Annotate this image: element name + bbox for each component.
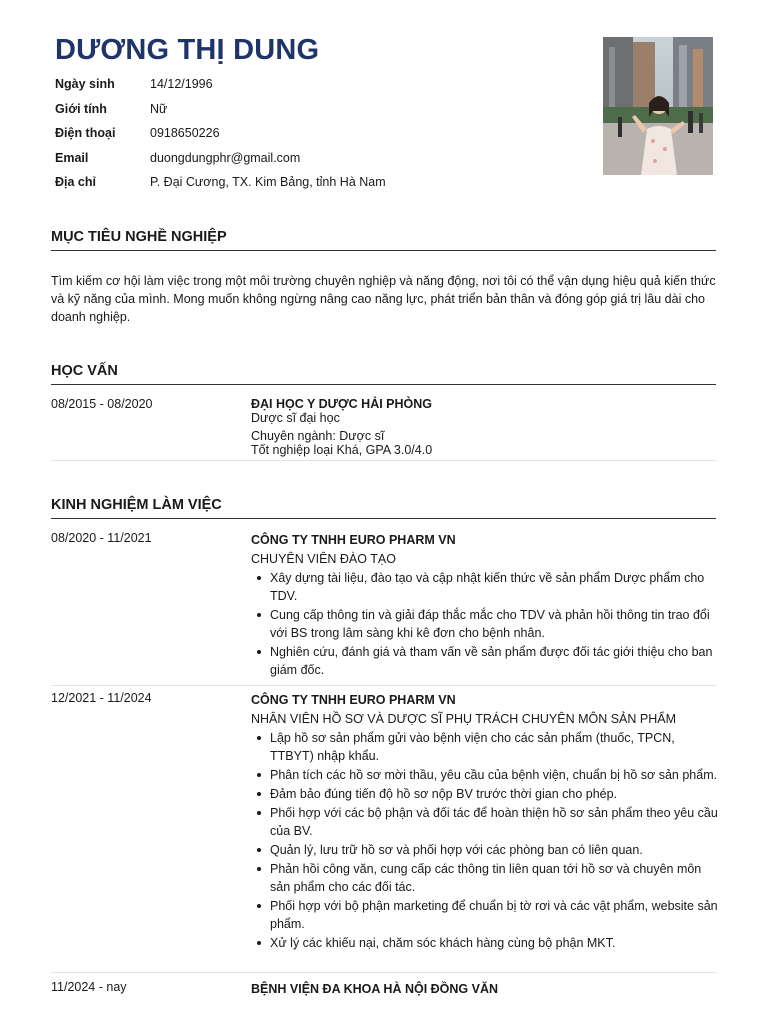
duty-list: [251, 729, 719, 952]
entry-date: 11/2024 - nay: [51, 980, 127, 994]
entry-body: [251, 531, 719, 680]
job-position: NHÂN VIÊN HỒ SƠ VÀ DƯỢC SĨ PHỤ TRÁCH CHUYÊN MÔN SẢN PHẨM: [251, 712, 676, 726]
company-name: CÔNG TY TNHH EURO PHARM VN: [251, 693, 456, 707]
entry-date: 12/2021 - 11/2024: [51, 691, 152, 705]
objective-text: Tìm kiếm cơ hội làm việc trong một môi trường chuyên nghiệp và năng động, nơi tôi có thể vận dụng hiệu quả kiến thức và kỹ năng của mình. Mong muốn không ngừng nâng cao năng lực, phát triển bản thân và đóng góp giá trị lâu dài cho doanh nghiệp.: [51, 274, 716, 324]
duty-list: [251, 569, 719, 679]
major: Chuyên ngành: Dược sĩ: [251, 429, 385, 443]
info-label: Ngày sinh: [55, 77, 115, 92]
list-item: Xử lý các khiếu nại, chăm sóc khách hàng cùng bộ phận MKT.: [270, 934, 719, 952]
entry-body: [251, 397, 719, 457]
candidate-name: DƯƠNG THỊ DUNG: [55, 34, 320, 66]
info-row-email: [55, 146, 575, 171]
list-item: Lập hồ sơ sản phẩm gửi vào bệnh viện cho các sản phẩm (thuốc, TPCN, TTBYT) nhập khẩu.: [270, 729, 719, 765]
info-value: duongdungphr@gmail.com: [150, 150, 301, 165]
company-name: CÔNG TY TNHH EURO PHARM VN: [251, 533, 456, 547]
list-item: Phối hợp với bộ phận marketing để chuẩn bị tờ rơi và các vật phẩm, website sản phẩm.: [270, 899, 718, 931]
divider: [51, 972, 716, 973]
entry-date: 08/2020 - 11/2021: [51, 531, 152, 545]
list-item: Phản hồi công văn, cung cấp các thông tin liên quan tới hồ sơ và chuyên môn sản phẩm cho các đối tác.: [270, 860, 719, 896]
info-value: 14/12/1996: [150, 77, 213, 92]
info-value: P. Đại Cương, TX. Kim Bảng, tỉnh Hà Nam: [150, 175, 386, 190]
company-name: BỆNH VIỆN ĐA KHOA HÀ NỘI ĐỒNG VĂN: [251, 982, 499, 996]
info-row-birthdate: [55, 72, 575, 97]
profile-photo: [603, 37, 713, 175]
list-item: Phối hợp với các bộ phận và đối tác để hoàn thiện hồ sơ sản phẩm theo yêu cầu của BV.: [270, 806, 718, 838]
info-value: Nữ: [150, 101, 168, 116]
education-heading: HỌC VẤN: [51, 363, 716, 385]
divider: [51, 685, 716, 686]
info-row-gender: [55, 97, 575, 122]
divider: [51, 460, 716, 461]
entry-body: [251, 691, 719, 953]
job-position: CHUYÊN VIÊN ĐÀO TẠO: [251, 552, 396, 566]
experience-heading: KINH NGHIỆM LÀM VIỆC: [51, 497, 716, 519]
degree: Dược sĩ đại học: [251, 411, 340, 425]
info-label: Địa chỉ: [55, 175, 96, 190]
info-label: Giới tính: [55, 101, 107, 116]
info-label: Điện thoại: [55, 126, 116, 141]
entry-body: [251, 980, 719, 999]
grade: Tốt nghiệp loại Khá, GPA 3.0/4.0: [251, 443, 433, 457]
info-row-address: [55, 170, 575, 195]
list-item: Đảm bảo đúng tiến độ hồ sơ nộp BV trước thời gian cho phép.: [270, 785, 719, 803]
school-name: ĐẠI HỌC Y DƯỢC HẢI PHÒNG: [251, 397, 433, 411]
list-item: Quản lý, lưu trữ hồ sơ và phối hợp với các phòng ban có liên quan.: [270, 841, 719, 859]
info-value: 0918650226: [150, 126, 220, 141]
info-label: Email: [55, 150, 89, 165]
entry-date: 08/2015 - 08/2020: [51, 397, 153, 411]
list-item: Cung cấp thông tin và giải đáp thắc mắc cho TDV và phản hồi thông tin trao đổi với BS trong lâm sàng khi kê đơn cho bệnh nhân.: [270, 606, 719, 642]
info-row-phone: [55, 121, 575, 146]
personal-info: [55, 72, 575, 195]
list-item: Xây dựng tài liệu, đào tạo và cập nhật kiến thức về sản phẩm Dược phẩm cho TDV.: [270, 569, 719, 605]
list-item: Phân tích các hồ sơ mời thầu, yêu cầu của bệnh viện, chuẩn bị hồ sơ sản phẩm.: [270, 768, 718, 782]
list-item: Nghiên cứu, đánh giá và tham vấn về sản phẩm được đối tác giới thiệu cho ban giám đốc.: [270, 643, 719, 679]
objective-heading: MỤC TIÊU NGHỀ NGHIỆP: [51, 229, 716, 251]
